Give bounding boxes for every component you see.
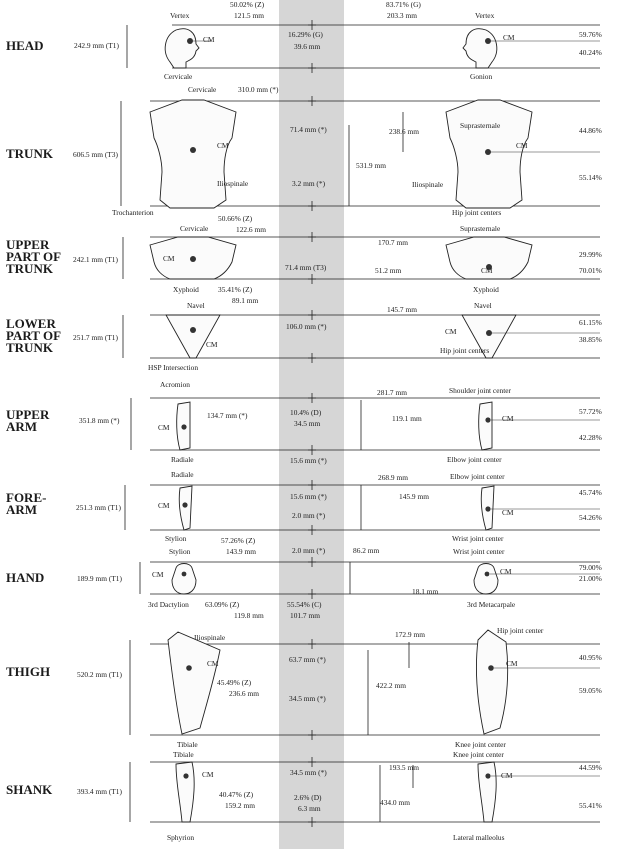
center-value: 71.4 mm (*) (290, 125, 327, 134)
cm-percent: 45.49% (Z) (217, 678, 252, 687)
landmark-label: Stylion (165, 534, 187, 543)
percent-label: 40.24% (579, 48, 602, 57)
percent-label: 55.14% (579, 173, 602, 182)
landmark-label: 3rd Metacarpale (467, 600, 516, 609)
percent-label: 57.72% (579, 407, 602, 416)
landmark-label: Knee joint center (453, 750, 504, 759)
landmark-label: Wrist joint center (452, 534, 504, 543)
cm-marker (486, 330, 492, 336)
segment-length: 520.2 mm (T1) (77, 670, 122, 679)
cm-distance: 122.6 mm (236, 225, 266, 234)
percent-label: 44.59% (579, 763, 602, 772)
segment-span: 193.5 mm (389, 763, 419, 772)
landmark-distance: 310.0 mm (*) (238, 85, 279, 94)
center-value: 15.6 mm (*) (290, 492, 327, 501)
cm-label: CM (516, 141, 528, 150)
landmark-label: Cervicale (180, 224, 209, 233)
cm-label: CM (502, 414, 514, 423)
cm-distance: 134.7 mm (*) (207, 411, 248, 420)
segment-name: SHANK (6, 782, 53, 797)
landmark-label: Lateral malleolus (453, 833, 505, 842)
cm-label: CM (445, 327, 457, 336)
cm-marker (485, 572, 490, 577)
hand-figure-right (474, 564, 498, 595)
center-value: 3.2 mm (*) (292, 179, 326, 188)
segment-length: 251.7 mm (T1) (73, 333, 118, 342)
center-value: 2.0 mm (*) (292, 511, 326, 520)
landmark-label: Acromion (160, 380, 190, 389)
landmark-label: Xyphoid (473, 285, 499, 294)
center-value: 16.29% (G) (288, 30, 323, 39)
cm-percent: 63.09% (Z) (205, 600, 240, 609)
segment-name: ARM (6, 502, 38, 517)
percent-label: 42.28% (579, 433, 602, 442)
landmark-label: Tibiale (177, 740, 198, 749)
cm-distance: 203.3 mm (387, 11, 417, 20)
landmark-label: 3rd Dactylion (148, 600, 189, 609)
segment-span: 281.7 mm (377, 388, 407, 397)
center-value: 15.6 mm (*) (290, 456, 327, 465)
percent-label: 45.74% (579, 488, 602, 497)
cm-marker (182, 572, 187, 577)
cm-distance: 159.2 mm (225, 801, 255, 810)
segment-span: 119.1 mm (392, 414, 422, 423)
cm-marker (485, 506, 490, 511)
cm-label: CM (503, 33, 515, 42)
center-value: 106.0 mm (*) (286, 322, 327, 331)
cm-distance: 143.9 mm (226, 547, 256, 556)
segment-length: 351.8 mm (*) (79, 416, 120, 425)
landmark-label: Stylion (169, 547, 191, 556)
segment-span: 18.1 mm (412, 587, 439, 596)
cm-label: CM (152, 570, 164, 579)
cm-distance: 236.6 mm (229, 689, 259, 698)
percent-label: 79.00% (579, 563, 602, 572)
segment-span: 531.9 mm (356, 161, 386, 170)
percent-label: 21.00% (579, 574, 602, 583)
segment-length: 242.9 mm (T1) (74, 41, 119, 50)
cm-percent: 57.26% (Z) (221, 536, 256, 545)
hand-figure-left (172, 564, 196, 595)
cm-label: CM (158, 501, 170, 510)
cm-percent: 83.71% (G) (386, 0, 421, 9)
landmark-label: HSP Intersection (148, 363, 199, 372)
cm-marker (190, 147, 196, 153)
cm-marker (485, 417, 490, 422)
head-figure-right (463, 29, 497, 68)
cm-label: CM (202, 770, 214, 779)
landmark-label: Vertex (170, 11, 190, 20)
landmark-label: Iliospinale (194, 633, 226, 642)
segment-span: 268.9 mm (378, 473, 408, 482)
center-value: 2.6% (D) (294, 793, 322, 802)
segment-name: TRUNK (6, 340, 53, 355)
shank-figure-left (176, 762, 194, 822)
landmark-label: Navel (187, 301, 205, 310)
landmark-label: Cervicale (164, 72, 193, 81)
center-value: 71.4 mm (T3) (285, 263, 327, 272)
landmark-label: Xyphoid (173, 285, 199, 294)
center-value: 6.3 mm (298, 804, 321, 813)
cm-distance: 89.1 mm (232, 296, 259, 305)
segment-span: 86.2 mm (353, 546, 380, 555)
segment-name: PART OF (6, 249, 62, 264)
center-value: 2.0 mm (*) (292, 546, 326, 555)
cm-percent: 50.02% (Z) (230, 0, 265, 9)
cm-marker (183, 773, 188, 778)
landmark-label: Wrist joint center (453, 547, 505, 556)
segment-span: 51.2 mm (375, 266, 402, 275)
cm-label: CM (217, 141, 229, 150)
center-value: 55.54% (C) (287, 600, 322, 609)
landmark-label: Iliospinale (217, 179, 249, 188)
cm-label: CM (158, 423, 170, 432)
segment-length: 393.4 mm (T1) (77, 787, 122, 796)
landmark-label: Sphyrion (167, 833, 195, 842)
landmark-label: Hip joint center (497, 626, 544, 635)
thigh-figure-right (476, 630, 507, 734)
percent-label: 70.01% (579, 266, 602, 275)
percent-label: 29.99% (579, 250, 602, 259)
cm-label: CM (501, 771, 513, 780)
landmark-label: Suprasternale (460, 224, 501, 233)
percent-label: 55.41% (579, 801, 602, 810)
segment-name: HEAD (6, 38, 44, 53)
segment-span: 172.9 mm (395, 630, 425, 639)
segment-length: 606.5 mm (T3) (73, 150, 118, 159)
landmark-label: Tibiale (173, 750, 194, 759)
landmark-label: Knee joint center (455, 740, 506, 749)
cm-label: CM (163, 254, 175, 263)
center-value: 34.5 mm (*) (290, 768, 327, 777)
landmark-label: Cervicale (188, 85, 217, 94)
landmark-label: Vertex (475, 11, 495, 20)
cm-distance: 121.5 mm (234, 11, 264, 20)
landmark-label: Radiale (171, 455, 194, 464)
thigh-figure-left (168, 632, 220, 734)
cm-label: CM (481, 266, 493, 275)
cm-marker (187, 38, 193, 44)
segment-length: 251.3 mm (T1) (76, 503, 121, 512)
upper-arm-figure-right (479, 402, 492, 450)
cm-distance: 119.8 mm (234, 611, 264, 620)
center-value: 39.6 mm (294, 42, 321, 51)
percent-label: 61.15% (579, 318, 602, 327)
cm-label: CM (502, 508, 514, 517)
cm-marker (186, 665, 192, 671)
segment-name: TRUNK (6, 146, 53, 161)
head-figure-left (165, 29, 199, 68)
landmark-label: Radiale (171, 470, 194, 479)
center-value: 63.7 mm (*) (289, 655, 326, 664)
cm-marker (182, 502, 187, 507)
cm-marker (485, 149, 491, 155)
segment-name: LOWER (6, 316, 56, 331)
center-value: 34.5 mm (*) (289, 694, 326, 703)
landmark-label: Elbow joint center (450, 472, 505, 481)
segment-name: THIGH (6, 664, 51, 679)
landmark-label: Trochanterion (112, 208, 154, 217)
cm-marker (190, 327, 196, 333)
percent-label: 44.86% (579, 126, 602, 135)
landmark-label: Navel (474, 301, 492, 310)
segment-name: TRUNK (6, 261, 53, 276)
cm-marker (181, 424, 186, 429)
shank-figure-right (478, 762, 496, 822)
cm-marker (190, 256, 196, 262)
segment-span: 434.0 mm (380, 798, 410, 807)
cm-marker (485, 38, 491, 44)
cm-marker (485, 773, 490, 778)
landmark-label: Suprasternale (460, 121, 501, 130)
landmark-label: Iliospinale (412, 180, 444, 189)
segment-span: 238.6 mm (389, 127, 419, 136)
cm-percent: 35.41% (Z) (218, 285, 253, 294)
percent-label: 59.76% (579, 30, 602, 39)
cm-label: CM (203, 35, 215, 44)
percent-label: 38.85% (579, 335, 602, 344)
landmark-label: Hip joint centers (440, 346, 490, 355)
percent-label: 54.26% (579, 513, 602, 522)
segment-span: 145.7 mm (387, 305, 417, 314)
percent-label: 40.95% (579, 653, 602, 662)
landmark-label: Elbow joint center (447, 455, 502, 464)
segment-name: UPPER (6, 237, 50, 252)
cm-label: CM (506, 659, 518, 668)
cm-label: CM (500, 567, 512, 576)
segment-name: HAND (6, 570, 45, 585)
cm-label: CM (206, 340, 218, 349)
segment-length: 242.1 mm (T1) (73, 255, 118, 264)
cm-percent: 50.66% (Z) (218, 214, 253, 223)
landmark-label: Hip joint centers (452, 208, 502, 217)
cm-percent: 40.47% (Z) (219, 790, 254, 799)
center-value: 34.5 mm (294, 419, 321, 428)
segment-span: 422.2 mm (376, 681, 406, 690)
segment-name: UPPER (6, 407, 50, 422)
cm-marker (488, 665, 494, 671)
segment-span: 145.9 mm (399, 492, 429, 501)
segment-span: 170.7 mm (378, 238, 408, 247)
trunk-figure-left (150, 100, 236, 208)
percent-label: 59.05% (579, 686, 602, 695)
landmark-label: Shoulder joint center (449, 386, 511, 395)
segment-name: FORE- (6, 490, 47, 505)
segment-length: 189.9 mm (T1) (77, 574, 122, 583)
segment-name: ARM (6, 419, 38, 434)
forearm-figure-left (179, 486, 192, 530)
center-value: 10.4% (D) (290, 408, 322, 417)
center-value: 101.7 mm (290, 611, 320, 620)
segment-name: PART OF (6, 328, 62, 343)
lower-trunk-figure-left (166, 315, 220, 358)
landmark-label: Gonion (470, 72, 493, 81)
cm-label: CM (207, 659, 219, 668)
